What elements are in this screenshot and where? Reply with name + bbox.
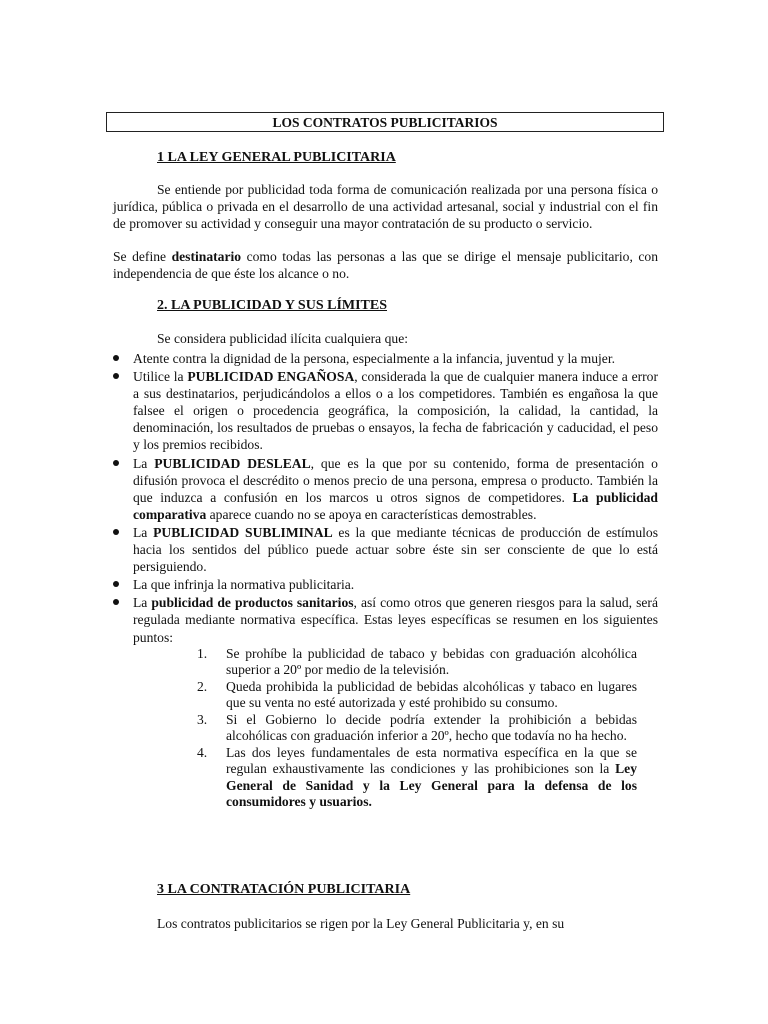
numbered-item: 3. Si el Gobierno lo decide podría extender la prohibición a bebidas alcohólicas con graduación inferior a 20º, hecho que todavía no ha hecho. (197, 711, 637, 744)
section3-heading: 3 LA CONTRATACIÓN PUBLICITARIA (157, 882, 411, 897)
bullet-icon (113, 355, 119, 361)
section2-intro: Se considera publicidad ilícita cualquiera que: (157, 331, 409, 346)
section1-paragraph1: Se entiende por publicidad toda forma de comunicación realizada por una persona física o jurídica, pública o privada en el desarrollo de una actividad artesanal, social y industrial con el fin de promover su actividad y conseguir una mayor contratación de su producto o servicio. (113, 182, 658, 232)
numbered-item: 1. Se prohíbe la publicidad de tabaco y bebidas con graduación alcohólica superior a 20º por medio de la televisión. (197, 645, 637, 678)
document-title: LOS CONTRATOS PUBLICITARIOS (106, 112, 664, 132)
section1-paragraph2: Se define destinatario como todas las personas a las que se dirige el mensaje publicitario, con independencia de que éste los alcance o no. (113, 249, 659, 282)
bullet-icon (113, 599, 119, 605)
sanitary-rules-list (197, 645, 637, 811)
bullet-icon (113, 529, 119, 535)
numbered-item: 2. Queda prohibida la publicidad de bebidas alcohólicas y tabaco en lugares que su venta no esté autorizada y esté prohibido su consumo. (197, 678, 637, 711)
list-item: La PUBLICIDAD SUBLIMINAL es la que mediante técnicas de producción de estímulos hacia los sentidos del público puede actuar sobre éste sin ser consciente de que lo está persiguiendo. (113, 524, 658, 575)
list-item: Utilice la PUBLICIDAD ENGAÑOSA, considerada la que de cualquier manera induce a error a sus destinatarios, perjudicándolos a ellos o a los competidores. También es engañosa la que falsee el origen o procedencia geográfica, la composición, la calidad, la cantidad, la denominación, los resultados de pruebas o ensayos, la fecha de fabricación y caducidad, el peso y los premios recibidos. (113, 368, 658, 453)
numbered-item: 4. Las dos leyes fundamentales de esta normativa específica en la que se regulan exhaustivamente las condiciones y las prohibiciones son la Ley General de Sanidad y la Ley General para la defensa de los consumidores y usuarios. (197, 744, 637, 810)
section2-heading: 2. LA PUBLICIDAD Y SUS LÍMITES (157, 298, 388, 313)
list-item: Atente contra la dignidad de la persona, especialmente a la infancia, juventud y la mujer. (113, 350, 658, 367)
bullet-icon (113, 373, 119, 379)
section1-heading: 1 LA LEY GENERAL PUBLICITARIA (157, 150, 396, 165)
section3-paragraph1: Los contratos publicitarios se rigen por la Ley General Publicitaria y, en su (157, 916, 565, 931)
list-item: La PUBLICIDAD DESLEAL, que es la que por su contenido, forma de presentación o difusión provoca el descrédito o menos precio de una persona, empresa o producto. También la que induzca a confusión en los marcos u otros signos de competidores. La publicidad comparativa aparece cuando no se apoya en características demostrables. (113, 455, 658, 523)
illicit-advertising-list (113, 350, 658, 812)
bullet-icon (113, 460, 119, 466)
list-item: La que infrinja la normativa publicitaria. (113, 576, 658, 593)
list-item: La publicidad de productos sanitarios, así como otros que generen riesgos para la salud, será regulada mediante normativa específica. Estas leyes específicas se resumen en los siguientes puntos: 1. Se prohíbe la publicidad de tabaco y bebidas con graduación alcohólica superior a 20º por medio de la televisión. 2. Queda prohibida la publicidad de bebidas alcohólicas y tabaco en lugares que su venta no esté autorizada y esté prohibido su consumo. 3. Si el Gobierno lo decide podría extender la prohibición a bebidas alcohólicas con graduación inferior a 20º, hecho que todavía no ha hecho. 4. Las dos leyes fundamentales de esta normativa específica en la que se regulan exhaustivamente las condiciones y las prohibiciones son la Ley General de Sanidad y la Ley General para la defensa de los consumidores y usuarios. (113, 594, 658, 810)
bullet-icon (113, 581, 119, 587)
